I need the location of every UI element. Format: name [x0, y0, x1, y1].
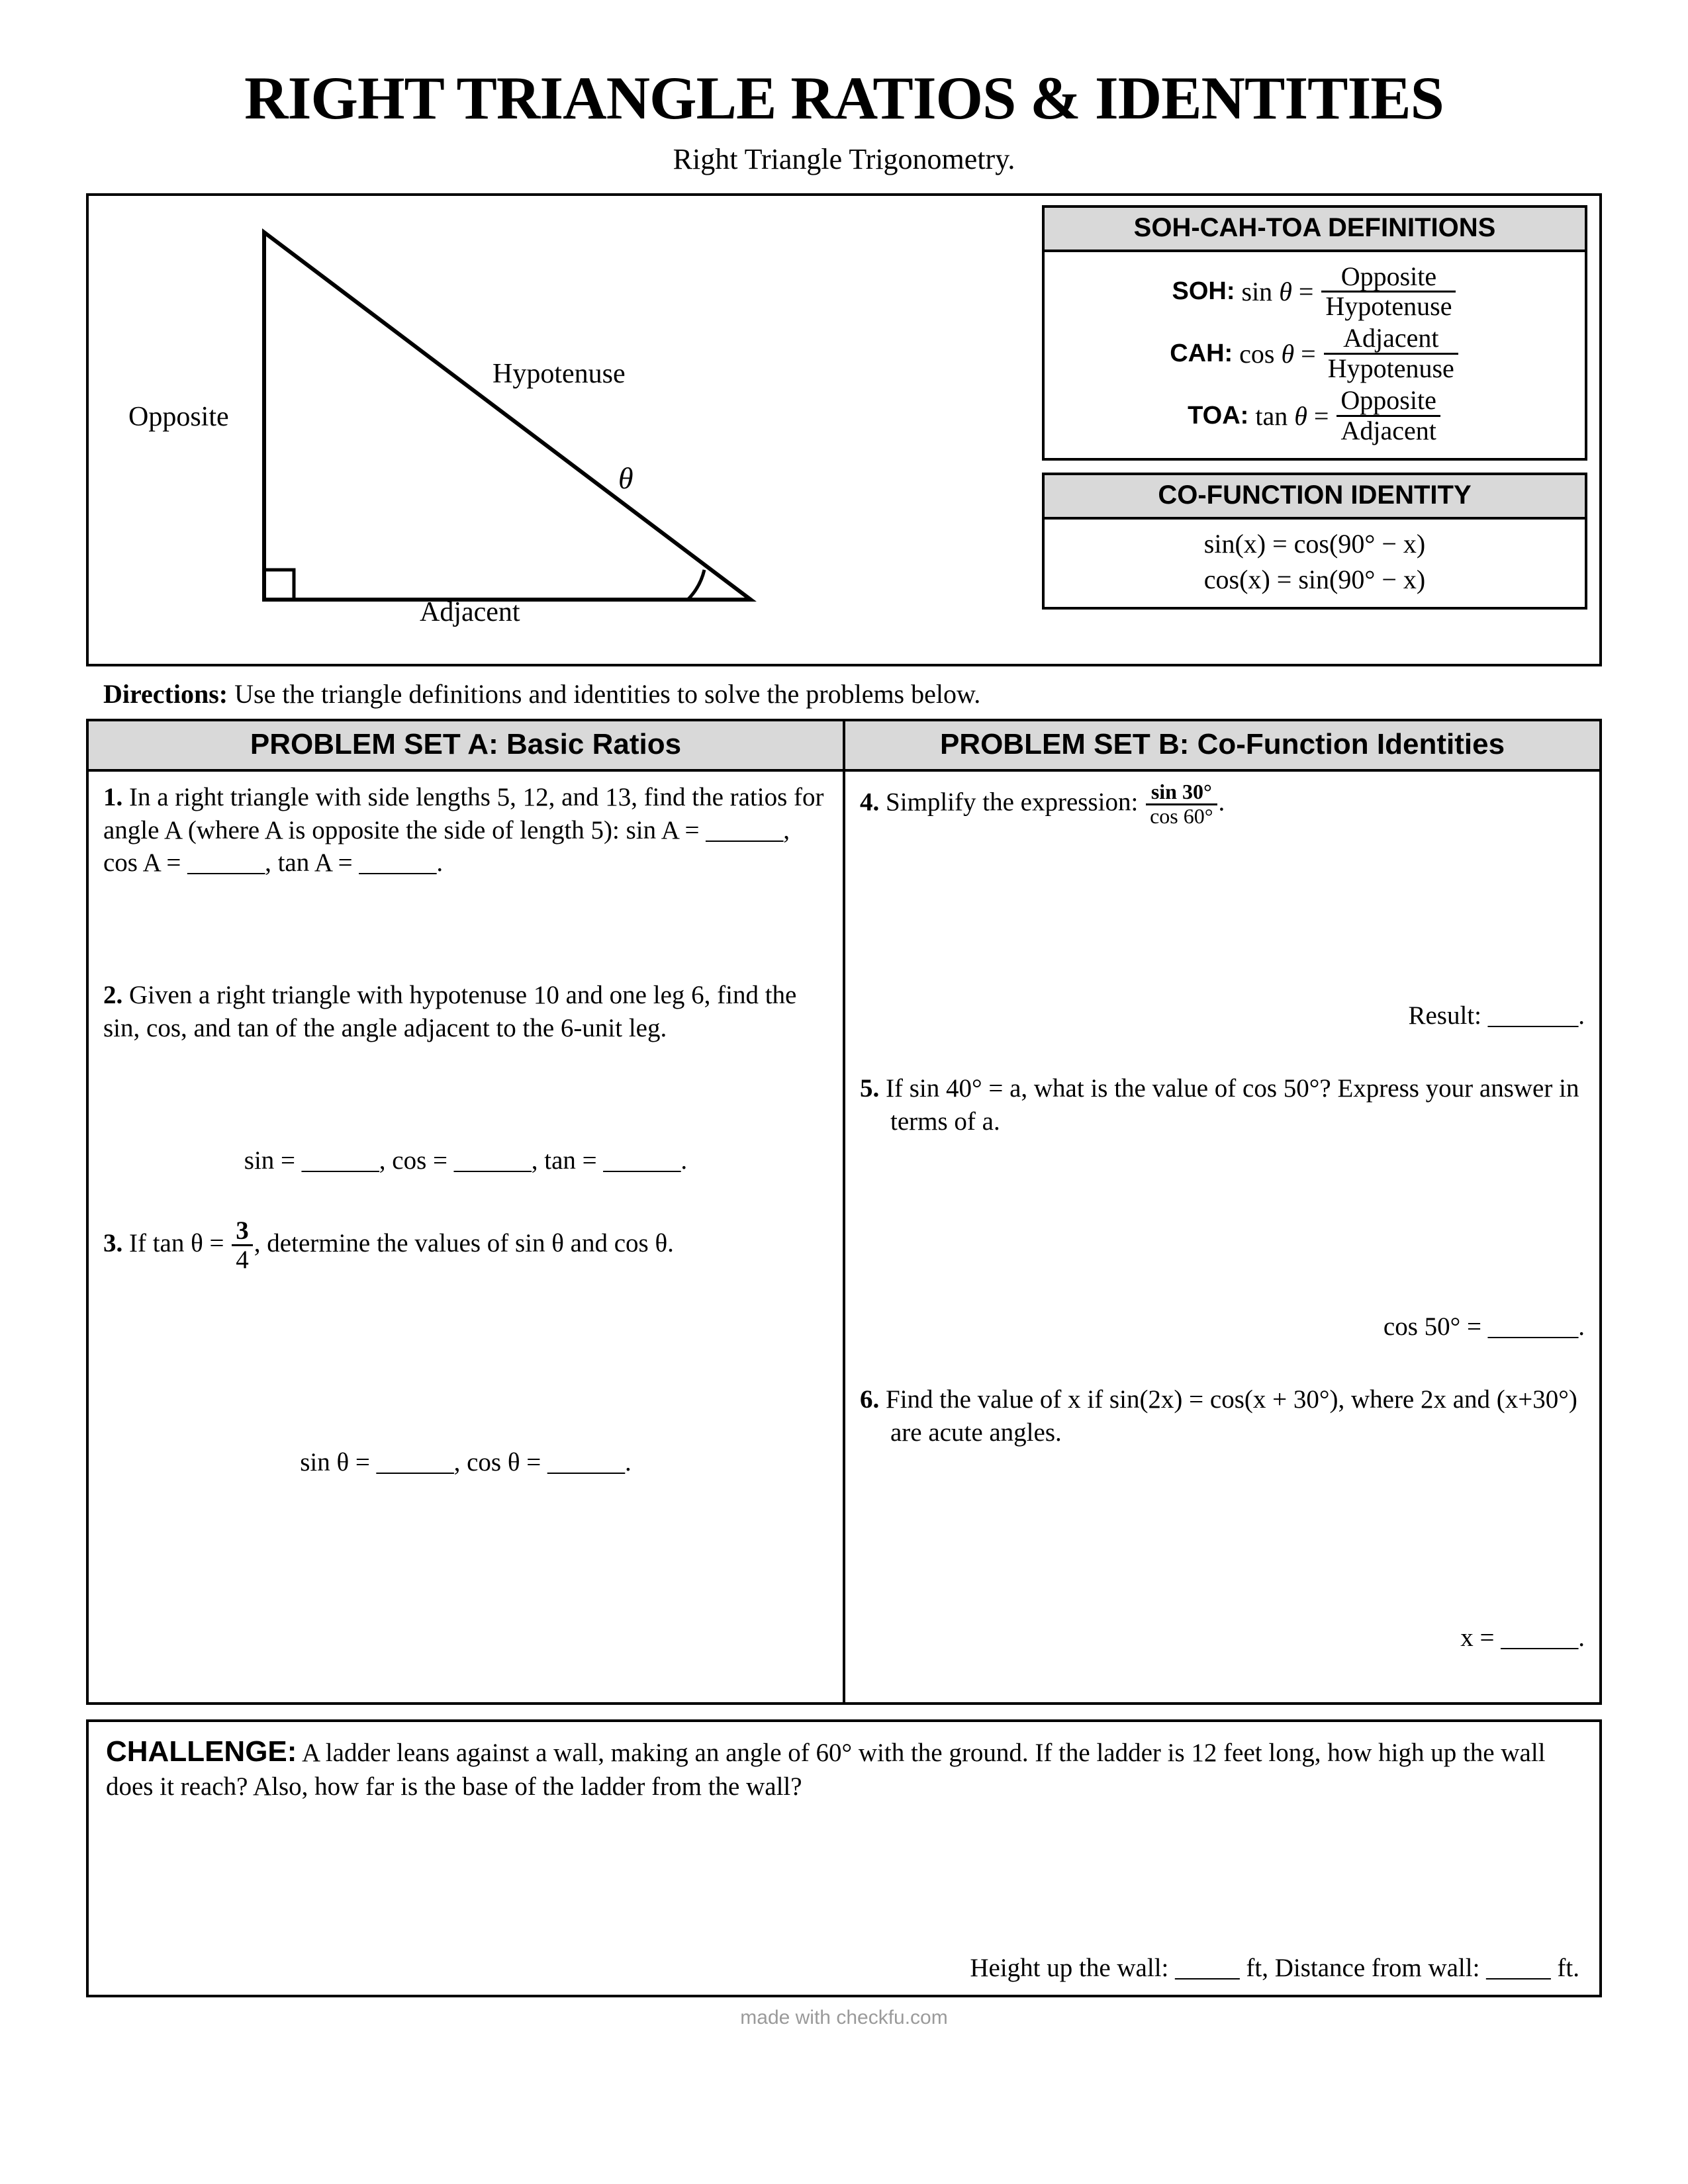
cofunction-line-1: sin(x) = cos(90° − x) [1203, 528, 1426, 559]
cah-denominator: Hypotenuse [1324, 353, 1458, 383]
definition-row-soh [1056, 263, 1573, 321]
problem-4-frac-num: sin 30° [1150, 779, 1212, 803]
problem-1 [103, 781, 828, 880]
label-opposite: Opposite [128, 401, 229, 432]
toa-denominator: Adjacent [1336, 415, 1440, 445]
problem-4-frac-den: cos 60° [1146, 803, 1217, 828]
gap-b-1 [860, 927, 1585, 999]
label-adjacent: Adjacent [420, 596, 520, 627]
work-space-2[interactable] [103, 1045, 828, 1144]
soh-cah-toa-body [1045, 252, 1585, 458]
soh-denominator: Hypotenuse [1321, 291, 1456, 320]
problem-3-frac-num: 3 [236, 1216, 249, 1246]
challenge-text: A ladder leans against a wall, making an angle of 60° with the ground. If the ladder is 12 feet long, how high up the wall does it reach? Also, how far is the base of the ladder from the wall? [106, 1738, 1546, 1801]
directions-label: Directions: [103, 678, 228, 709]
right-triangle-svg [89, 196, 1035, 659]
problem-1-number: 1. [103, 782, 123, 811]
soh-arg: θ [1279, 276, 1292, 306]
work-space-4[interactable] [860, 827, 1585, 927]
soh-numerator: Opposite [1340, 261, 1437, 291]
cah-arg: θ [1281, 338, 1295, 369]
soh-function: sin [1241, 276, 1273, 306]
gap-a-1 [103, 1177, 828, 1217]
toa-function: tan [1255, 400, 1288, 431]
problem-5-answer-line[interactable]: cos 50° = _______. [1383, 1312, 1585, 1342]
gap-b-3 [860, 1238, 1585, 1310]
gap-b-2 [860, 1032, 1585, 1072]
directions [103, 678, 1602, 709]
soh-cah-toa-heading: SOH-CAH-TOA DEFINITIONS [1045, 208, 1585, 252]
work-space-1[interactable] [103, 880, 828, 979]
triangle-diagram [89, 196, 1035, 664]
page-subtitle: Right Triangle Trigonometry. [673, 142, 1015, 175]
label-theta: θ [618, 461, 633, 495]
equals-sign: = [1313, 400, 1329, 431]
cah-tag: CAH: [1170, 339, 1233, 367]
problem-6-number: 6. [860, 1385, 880, 1414]
problem-6 [860, 1383, 1585, 1449]
cofunction-heading: CO-FUNCTION IDENTITY [1045, 475, 1585, 520]
challenge-label: CHALLENGE: [106, 1735, 297, 1768]
soh-cah-toa-card [1042, 205, 1587, 461]
reference-box [86, 193, 1602, 666]
problem-3 [103, 1217, 828, 1274]
problem-4-trailing: . [1218, 787, 1225, 816]
problem-3-frac-den: 4 [232, 1244, 253, 1273]
problem-5 [860, 1072, 1585, 1138]
toa-arg: θ [1294, 400, 1307, 431]
problem-2-answer-line[interactable]: sin = ______, cos = ______, tan = ______. [244, 1146, 688, 1175]
label-hypotenuse: Hypotenuse [492, 358, 626, 389]
work-space-6[interactable] [860, 1449, 1585, 1549]
problem-3-answer-line[interactable]: sin θ = ______, cos θ = ______. [300, 1447, 632, 1477]
problem-set-b [845, 721, 1599, 1702]
problem-set-b-body [845, 772, 1599, 1702]
problem-set-b-heading: PROBLEM SET B: Co-Function Identities [845, 721, 1599, 772]
definitions-column [1035, 196, 1599, 664]
problem-sets [86, 719, 1602, 1705]
problem-3-text-pre: If tan θ = [122, 1228, 231, 1257]
equals-sign: = [1301, 338, 1316, 369]
directions-text: Use the triangle definitions and identities to solve the problems below. [228, 678, 981, 709]
problem-1-text: In a right triangle with side lengths 5, 12, and 13, find the ratios for angle A (where A is opposite the side of length 5): sin A = ______, cos A = ______, tan A = ______. [103, 782, 824, 878]
toa-numerator: Opposite [1340, 385, 1436, 416]
problem-3-fraction [232, 1217, 253, 1274]
problem-4 [860, 781, 1585, 828]
problem-5-text: If sin 40° = a, what is the value of cos 50°? Express your answer in terms of a. [879, 1074, 1579, 1136]
gap-b-4 [860, 1343, 1585, 1383]
soh-fraction [1321, 263, 1456, 321]
footer-credit: made with checkfu.com [740, 2006, 948, 2028]
problem-4-fraction [1146, 781, 1217, 828]
problem-6-text: Find the value of x if sin(2x) = cos(x + 30°), where 2x and (x+30°) are acute angles. [879, 1385, 1577, 1447]
challenge-answer-line[interactable]: Height up the wall: _____ ft, Distance from wall: _____ ft. [970, 1953, 1579, 1982]
cofunction-body [1045, 520, 1585, 607]
work-space-3[interactable] [103, 1274, 828, 1373]
problem-set-a [89, 721, 845, 1702]
cah-fraction [1324, 324, 1458, 383]
cofunction-line-2: cos(x) = sin(90° − x) [1203, 564, 1426, 594]
problem-4-number: 4. [860, 787, 880, 816]
toa-tag: TOA: [1188, 401, 1249, 430]
problem-2-text: Given a right triangle with hypotenuse 10 and one leg 6, find the sin, cos, and tan of the angle adjacent to the 6-unit leg. [103, 981, 797, 1043]
definition-row-toa [1056, 387, 1573, 445]
work-space-5[interactable] [860, 1138, 1585, 1238]
cofunction-card [1042, 473, 1587, 610]
challenge-box [86, 1719, 1602, 1997]
equals-sign: = [1298, 276, 1314, 306]
problem-4-text: Simplify the expression: [879, 787, 1145, 816]
problem-4-answer-line[interactable]: Result: _______. [1408, 1001, 1585, 1030]
gap-b-5 [860, 1549, 1585, 1621]
problem-set-a-heading: PROBLEM SET A: Basic Ratios [89, 721, 843, 772]
problem-3-text-post: , determine the values of sin θ and cos θ. [254, 1228, 674, 1257]
problem-5-number: 5. [860, 1074, 880, 1103]
problem-set-a-body [89, 772, 843, 1702]
page-title: RIGHT TRIANGLE RATIOS & IDENTITIES [244, 64, 1444, 132]
problem-2 [103, 979, 828, 1045]
gap-a-2 [103, 1373, 828, 1446]
toa-fraction [1336, 387, 1440, 445]
cah-numerator: Adjacent [1343, 323, 1439, 353]
problem-2-number: 2. [103, 981, 123, 1010]
cah-function: cos [1239, 338, 1275, 369]
definition-row-cah [1056, 324, 1573, 383]
problem-3-number: 3. [103, 1228, 123, 1257]
problem-6-answer-line[interactable]: x = ______. [1460, 1623, 1585, 1652]
soh-tag: SOH: [1172, 277, 1235, 305]
